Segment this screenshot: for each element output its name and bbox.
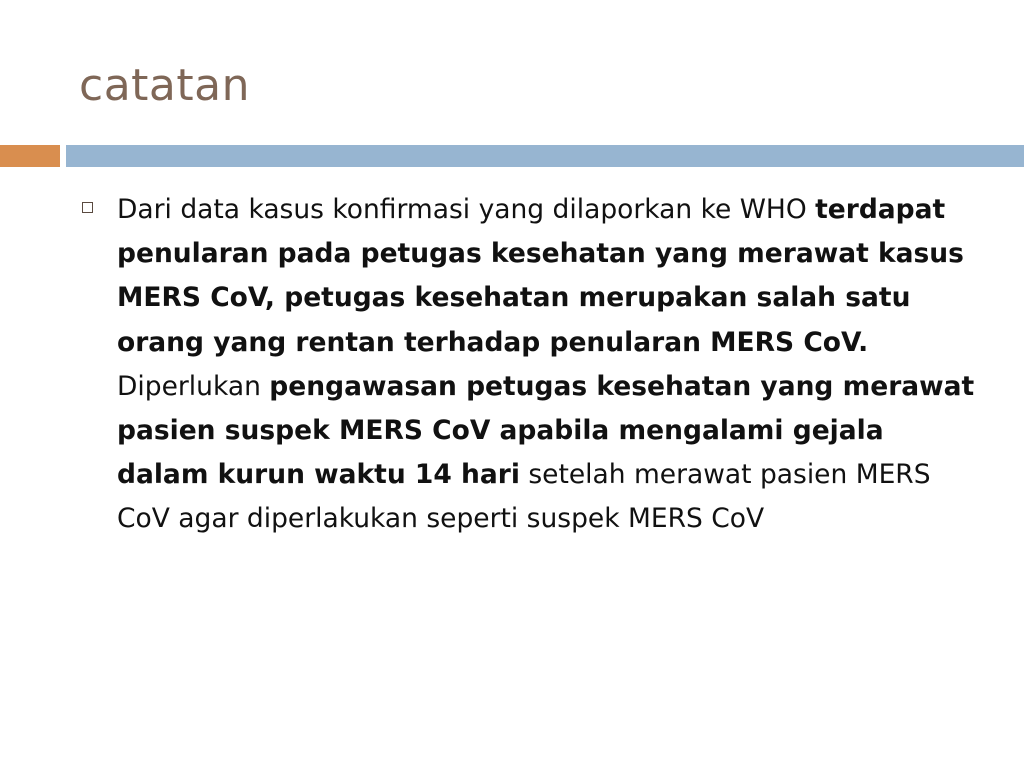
slide-title: catatan — [79, 60, 250, 111]
hollow-square-bullet-icon — [82, 202, 93, 213]
bullet-list — [82, 188, 982, 542]
bullet-text-segment-bold: pengawasan petugas kesehatan yang merawat pasien suspek MERS CoV apabila mengalami gejala dalam kurun waktu 14 hari — [117, 370, 975, 491]
title-accent-bar — [0, 145, 60, 167]
bullet-text-segment: Diperlukan — [117, 370, 270, 402]
bullet-text-segment-bold: terdapat penularan pada petugas kesehatan yang merawat kasus MERS CoV, petugas kesehatan merupakan salah satu orang yang rentan terhadap penularan MERS CoV. — [117, 194, 964, 358]
bullet-text — [117, 194, 974, 534]
title-rule-bar — [66, 145, 1024, 167]
bullet-item — [82, 188, 982, 542]
bullet-text-segment: setelah merawat pasien MERS CoV agar diperlakukan seperti suspek MERS CoV — [117, 459, 931, 535]
bullet-text-segment: Dari data kasus konfirmasi yang dilaporkan ke WHO — [117, 194, 816, 225]
